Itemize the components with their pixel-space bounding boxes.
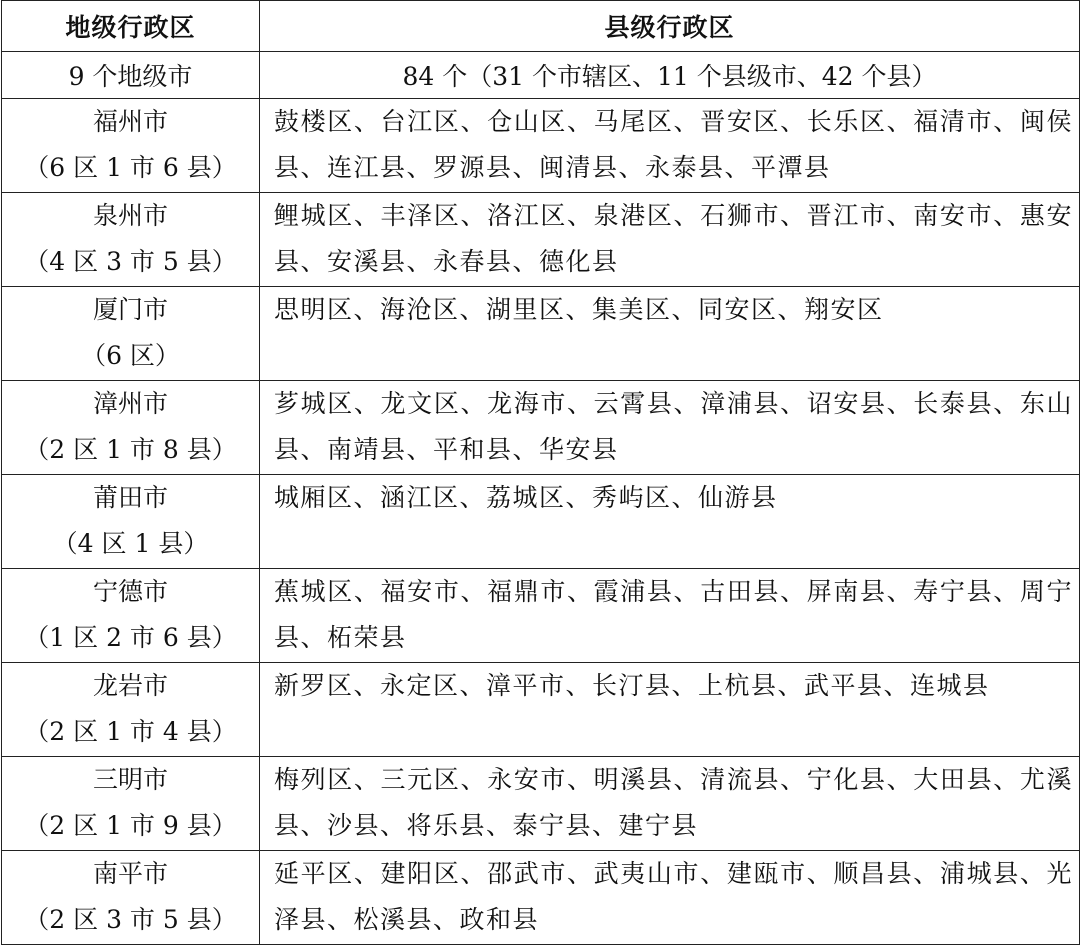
- summary-prefecture: 9 个地级市: [2, 52, 260, 99]
- city-name: 宁德市: [92, 577, 168, 606]
- city-cell: [2, 663, 260, 757]
- city-name: 福州市: [92, 107, 168, 136]
- city-count: （2 区 1 市 9 县）: [24, 811, 237, 840]
- table-row: [2, 851, 1080, 945]
- county-list: 芗城区、龙文区、龙海市、云霄县、漳浦县、诏安县、长泰县、东山县、南靖县、平和县、华安县: [260, 381, 1080, 475]
- city-name: 泉州市: [92, 201, 168, 230]
- city-name: 南平市: [92, 859, 168, 888]
- city-cell: [2, 99, 260, 193]
- city-name: 龙岩市: [92, 671, 168, 700]
- table-row: [2, 99, 1080, 193]
- header-prefecture: 地级行政区: [2, 1, 260, 52]
- county-list: 延平区、建阳区、邵武市、武夷山市、建瓯市、顺昌县、浦城县、光泽县、松溪县、政和县: [260, 851, 1080, 945]
- city-count: （2 区 1 市 4 县）: [24, 717, 237, 746]
- header-row: [2, 1, 1080, 52]
- county-list: 鼓楼区、台江区、仓山区、马尾区、晋安区、长乐区、福清市、闽侯县、连江县、罗源县、闽清县、永泰县、平潭县: [260, 99, 1080, 193]
- admin-division-table: [1, 0, 1080, 945]
- county-list: 新罗区、永定区、漳平市、长汀县、上杭县、武平县、连城县: [260, 663, 1080, 757]
- county-list: 思明区、海沧区、湖里区、集美区、同安区、翔安区: [260, 287, 1080, 381]
- city-count: （2 区 1 市 8 县）: [24, 435, 237, 464]
- summary-row: [2, 52, 1080, 99]
- table-row: [2, 569, 1080, 663]
- table-row: [2, 381, 1080, 475]
- table-row: [2, 757, 1080, 851]
- table-row: [2, 663, 1080, 757]
- city-count: （6 区）: [81, 341, 180, 370]
- county-list: 鲤城区、丰泽区、洛江区、泉港区、石狮市、晋江市、南安市、惠安县、安溪县、永春县、德化县: [260, 193, 1080, 287]
- table-row: [2, 193, 1080, 287]
- city-cell: [2, 569, 260, 663]
- city-count: （6 区 1 市 6 县）: [24, 153, 237, 182]
- city-count: （4 区 1 县）: [52, 529, 209, 558]
- table-row: [2, 287, 1080, 381]
- city-cell: [2, 193, 260, 287]
- city-name: 厦门市: [92, 295, 168, 324]
- city-name: 漳州市: [92, 389, 168, 418]
- county-list: 城厢区、涵江区、荔城区、秀屿区、仙游县: [260, 475, 1080, 569]
- summary-county: 84 个（31 个市辖区、11 个县级市、42 个县）: [260, 52, 1080, 99]
- city-name: 三明市: [92, 765, 168, 794]
- city-count: （2 区 3 市 5 县）: [24, 905, 237, 934]
- city-count: （1 区 2 市 6 县）: [24, 623, 237, 652]
- city-count: （4 区 3 市 5 县）: [24, 247, 237, 276]
- city-cell: [2, 475, 260, 569]
- county-list: 梅列区、三元区、永安市、明溪县、清流县、宁化县、大田县、尤溪县、沙县、将乐县、泰宁县、建宁县: [260, 757, 1080, 851]
- city-name: 莆田市: [92, 483, 168, 512]
- table-row: [2, 475, 1080, 569]
- county-list: 蕉城区、福安市、福鼎市、霞浦县、古田县、屏南县、寿宁县、周宁县、柘荣县: [260, 569, 1080, 663]
- city-cell: [2, 381, 260, 475]
- city-cell: [2, 757, 260, 851]
- header-county: 县级行政区: [260, 1, 1080, 52]
- city-cell: [2, 851, 260, 945]
- city-cell: [2, 287, 260, 381]
